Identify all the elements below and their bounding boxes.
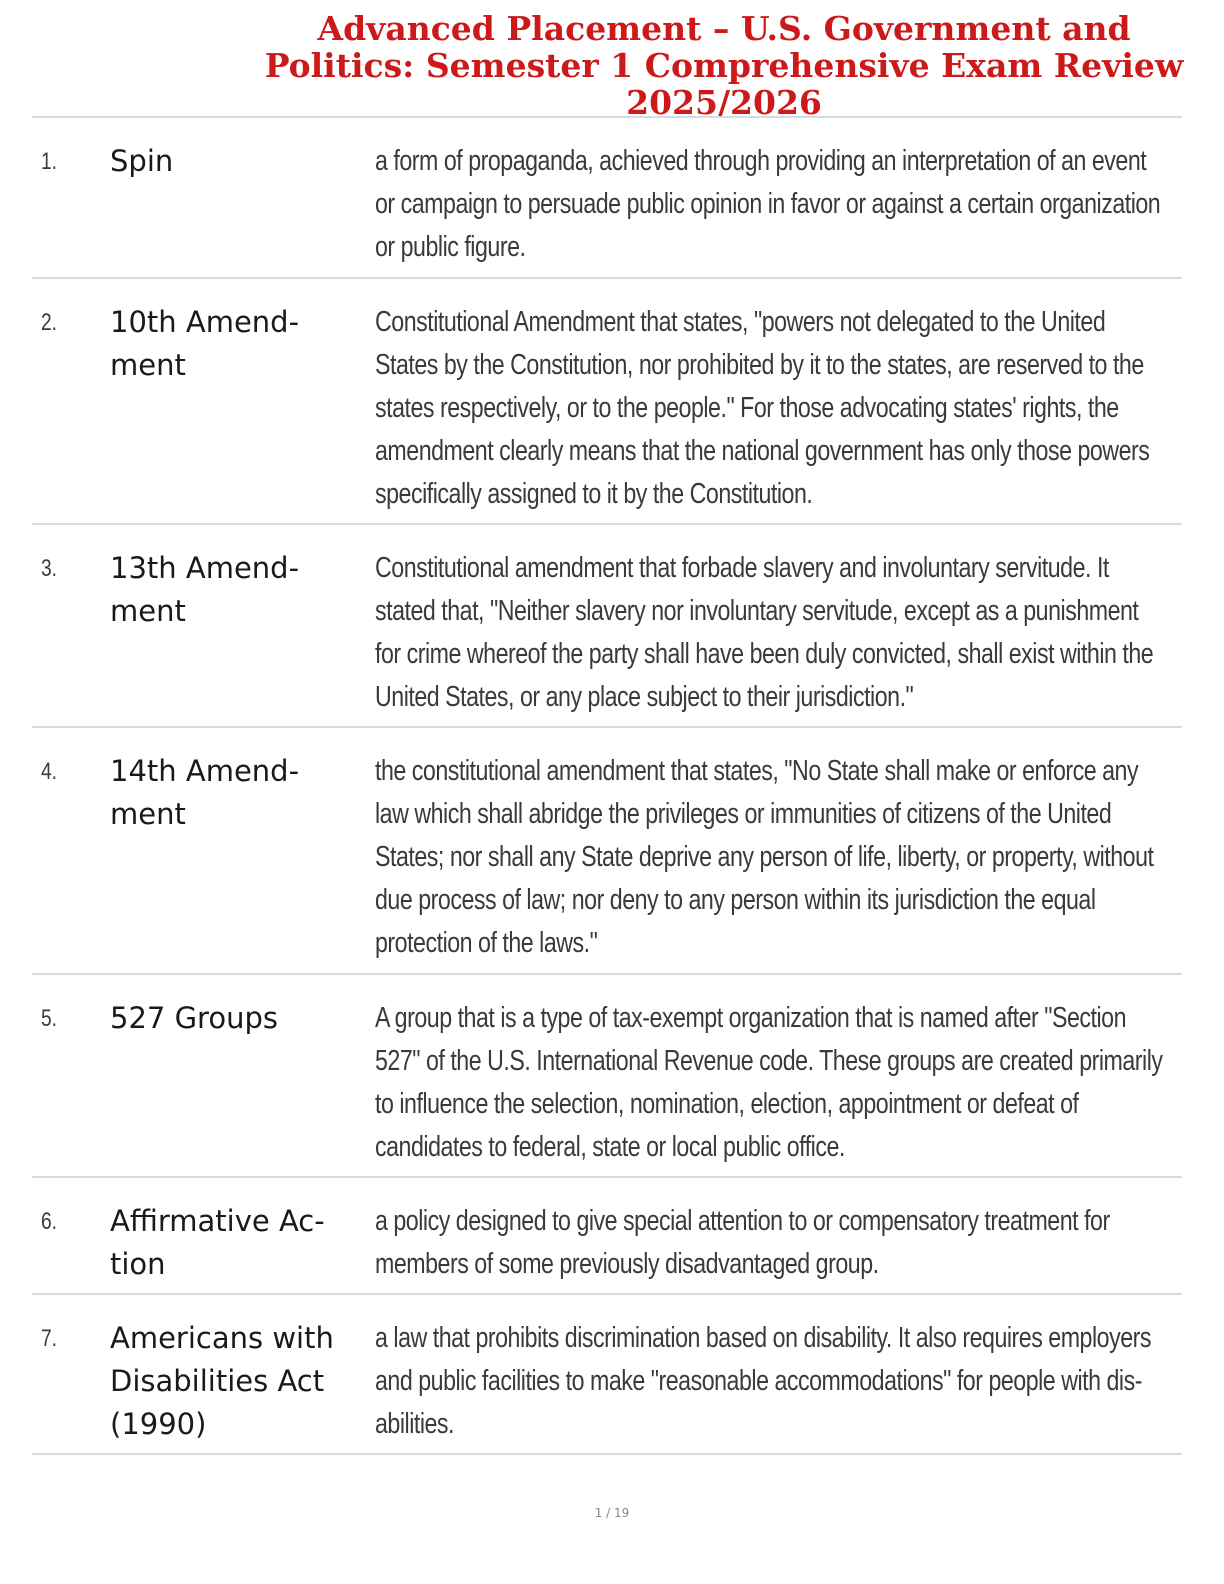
term-number: 7. <box>41 1325 58 1352</box>
title-line-1: Advanced Placement – U.S. Government and <box>317 9 1131 48</box>
title-line-3: 2025/2026 <box>626 83 822 122</box>
term-row <box>32 279 1182 525</box>
term-definition: Constitutional Amendment that states, "powers not delegated to the United States by the Constitution, nor prohibited by it to the states, are reserved to the states respectively, or to the people." For those advocating states' rights, the amendment clearly means that the national government has only those powers specifically assigned to it by the Constitution. <box>375 306 1150 510</box>
term-definition: a form of propaganda, achieved through providing an interpretation of an event or campaign to persuade public opinion in favor or against a certain organization or public figure. <box>375 145 1161 263</box>
term-name: Spin <box>110 144 174 178</box>
term-name: 527 Groups <box>110 1001 278 1035</box>
term-name: Affirmative Ac-tion <box>110 1204 325 1281</box>
term-name: 13th Amend-ment <box>110 551 300 628</box>
term-row <box>32 118 1182 279</box>
term-row <box>32 728 1182 975</box>
term-row <box>32 975 1182 1178</box>
term-number: 4. <box>41 758 58 785</box>
term-name: 14th Amend-ment <box>110 754 300 831</box>
term-number: 2. <box>41 309 58 336</box>
term-definition: a policy designed to give special attention to or compensatory treatment for members of some previously disadvantaged group. <box>375 1205 1110 1280</box>
term-name: 10th Amend-ment <box>110 305 300 382</box>
term-number: 5. <box>41 1005 58 1032</box>
page-number: 1 / 19 <box>594 1506 630 1520</box>
title-line-2: Politics: Semester 1 Comprehensive Exam Review <box>264 46 1184 85</box>
term-row <box>32 1178 1182 1295</box>
term-number: 1. <box>41 148 58 175</box>
term-number: 6. <box>41 1208 58 1235</box>
term-definition: a law that prohibits discrimination based on disability. It also requires employers and public facilities to make "reasonable accommodations" for people with dis-abilities. <box>375 1322 1151 1440</box>
term-definition: Constitutional amendment that forbade slavery and involuntary servitude. It stated that, "Neither slavery nor involuntary servitude, except as a punishment for crime whereof the party shall have been duly convicted, shall exist within the United States, or any place subject to their jurisdiction." <box>375 552 1154 713</box>
term-name: Americans with Disabilities Act (1990) <box>110 1321 334 1441</box>
term-row <box>32 1295 1182 1455</box>
term-number: 3. <box>41 555 58 582</box>
term-table <box>32 116 1182 1455</box>
page-title <box>248 10 1200 121</box>
term-row <box>32 525 1182 728</box>
term-definition: A group that is a type of tax-exempt organization that is named after "Section 527" of the U.S. International Revenue code. These groups are created primarily to influence the selection, nomination, election, appointment or defeat of candidates to federal, state or local public office. <box>375 1002 1163 1163</box>
term-definition: the constitutional amendment that states, "No State shall make or enforce any law which shall abridge the privileges or immunities of citizens of the United States; nor shall any State deprive any person of life, liberty, or property, without due process of law; nor deny to any person within its jurisdiction the equal protection of the laws." <box>375 755 1154 959</box>
